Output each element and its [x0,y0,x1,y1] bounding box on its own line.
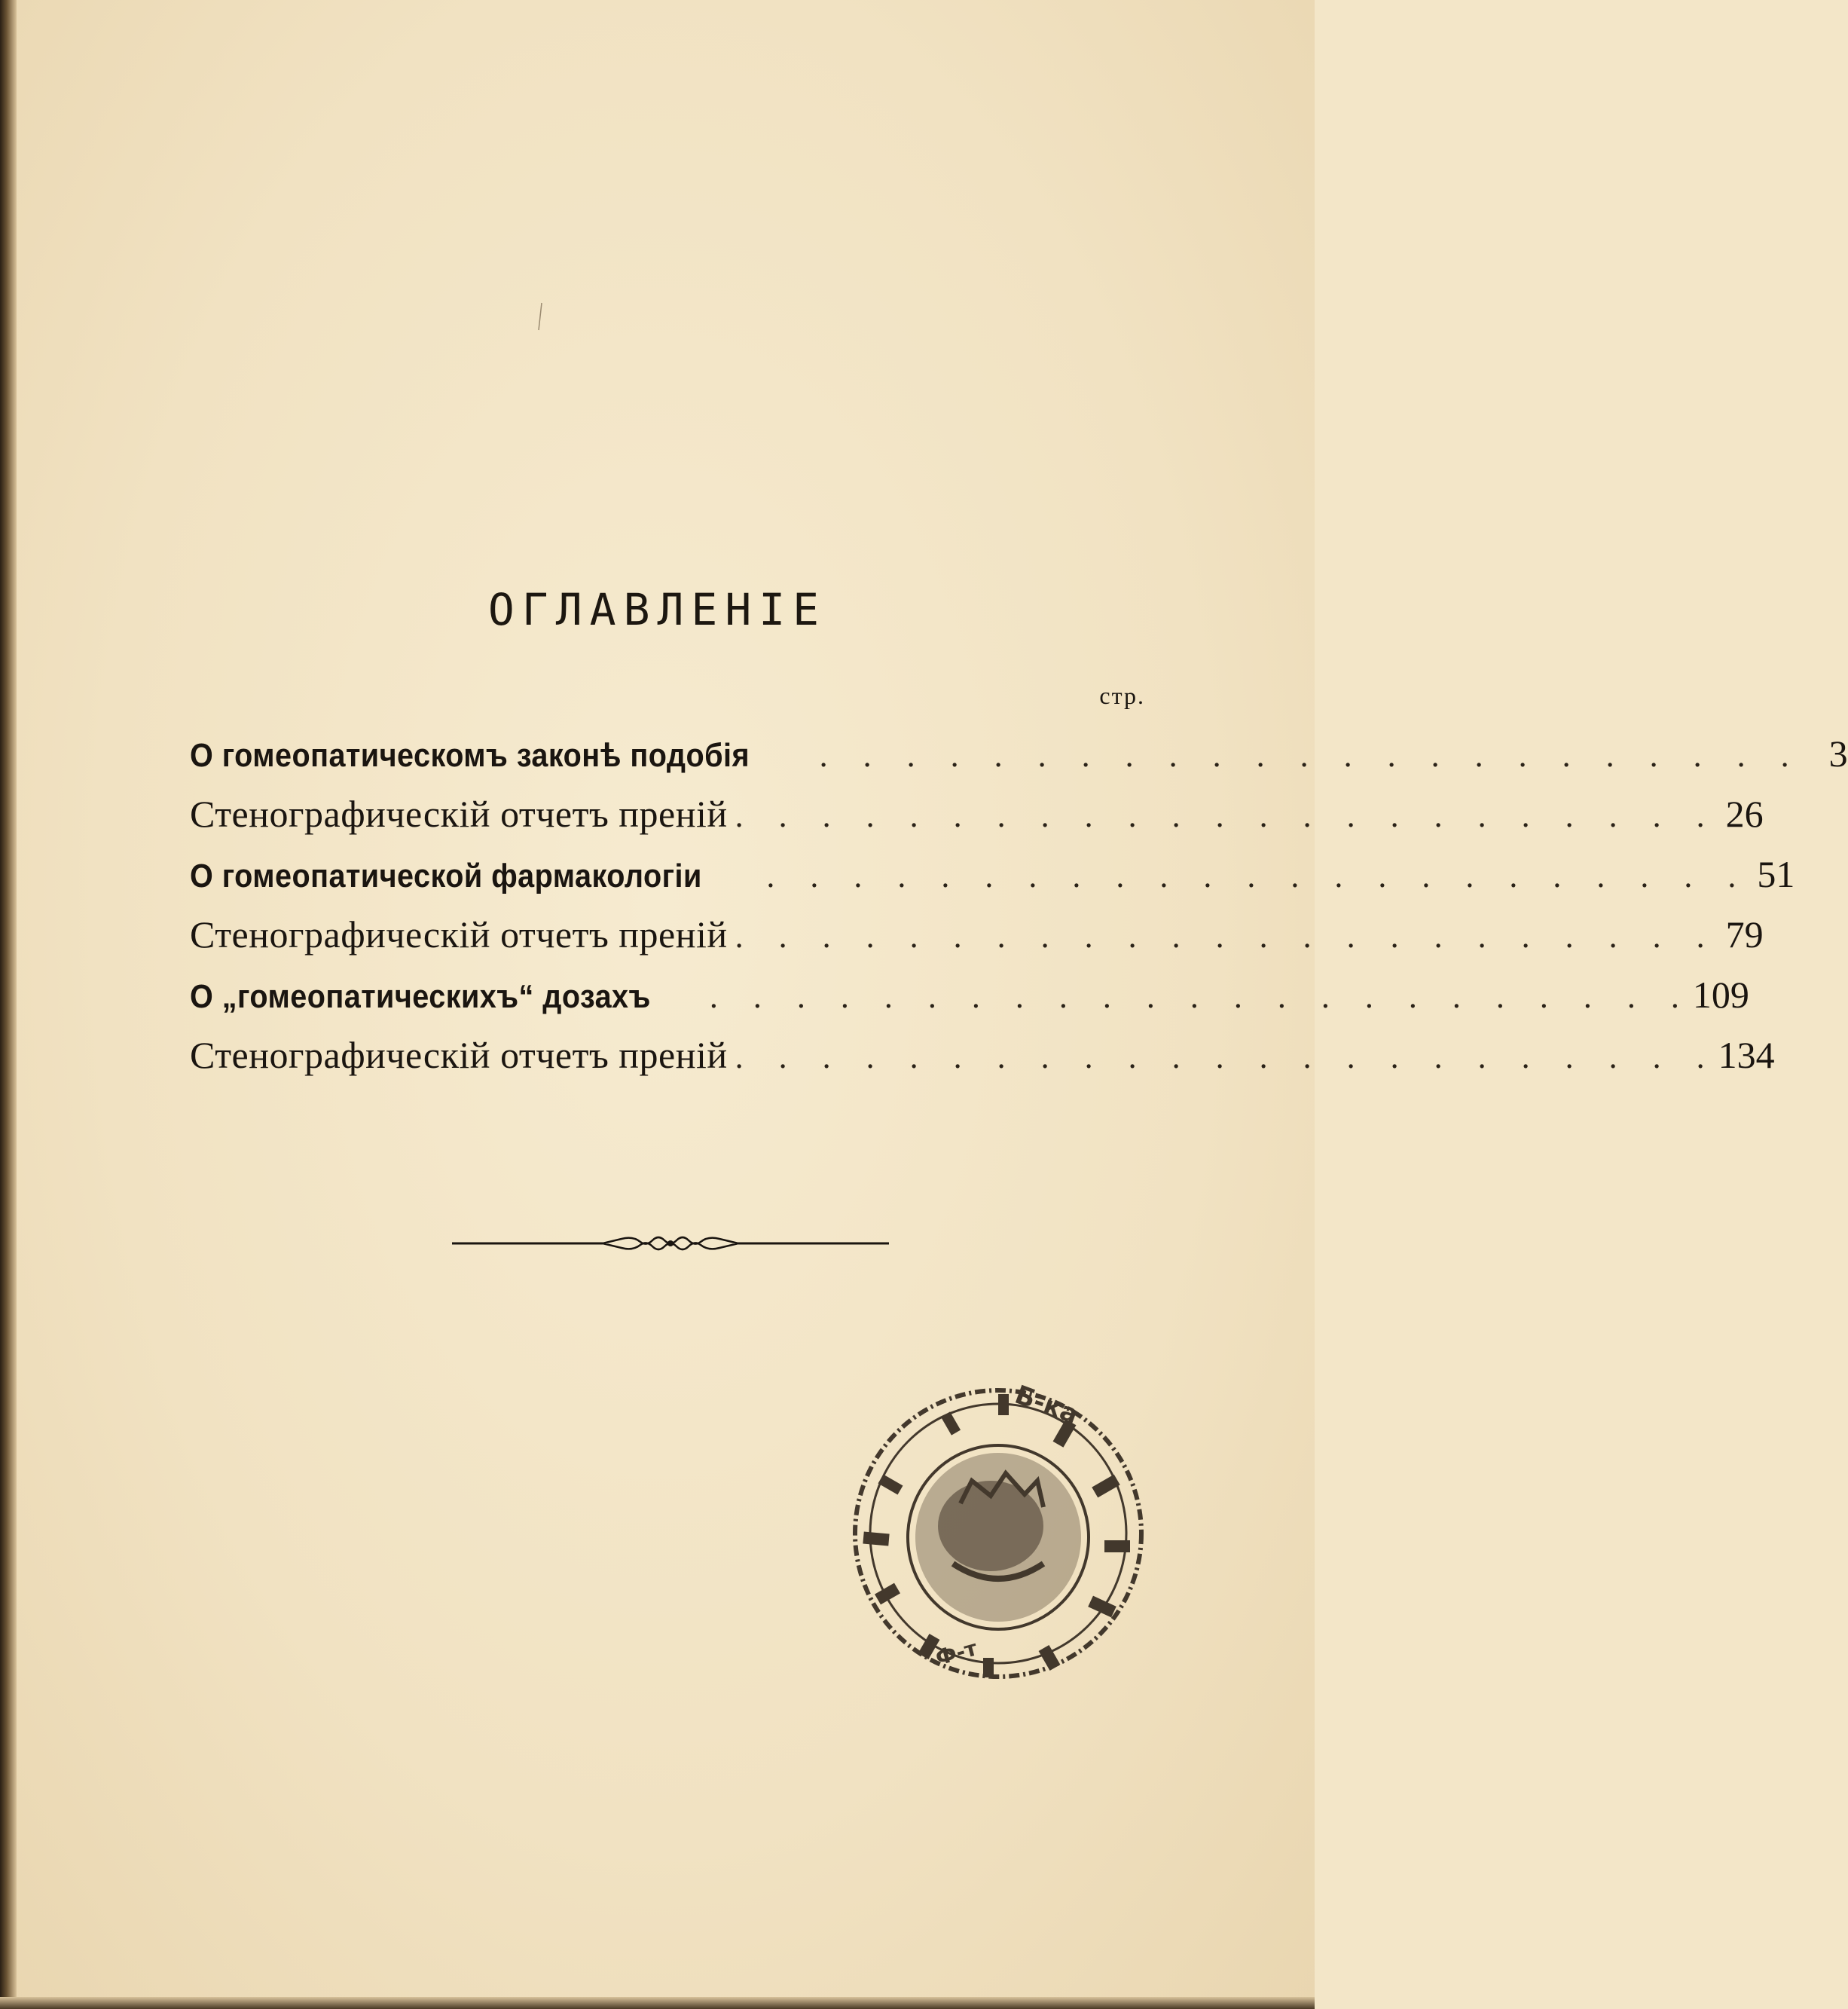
toc-entry-title: О гомеопатической фармакологіи [190,858,702,894]
toc-entry[interactable] [190,1025,1775,1085]
toc-entry-page: 134 [1718,1034,1775,1076]
toc-entry-title: О „гомеопатическихъ“ дозахъ [190,978,651,1015]
toc-dot-leader: . . . . . . . . . . . . . . . . . . . . . . . [735,1038,1718,1075]
pencil-mark [536,301,544,332]
table-of-contents [190,723,1848,1085]
toc-entry-title: Стенографическій отчетъ преній [190,913,728,956]
toc-entry[interactable] [190,844,1795,904]
ornamental-divider [452,1228,889,1258]
toc-entry-page: 26 [1725,793,1764,835]
toc-entry-page: 51 [1757,853,1795,895]
page-left-edge [0,0,17,2009]
toc-dot-leader: . . . . . . . . . . . . . . . . . . . . . . . [735,797,1718,834]
toc-dot-leader: . . . . . . . . . . . . . . . . . . . . . . . [766,858,1750,894]
toc-dot-leader: . . . . . . . . . . . . . . . . . . . . . . . [709,978,1693,1015]
toc-entry-title: О гомеопатическомъ законѣ подобія [190,737,750,774]
toc-entry-page: 3 [1828,732,1848,775]
toc-entry-page: 109 [1692,974,1749,1016]
svg-text:Б-ка: Б-ка [1010,1379,1083,1430]
svg-text:Ф-т: Ф-т [933,1635,980,1671]
toc-entry-title: Стенографическій отчетъ преній [190,1034,728,1076]
toc-entry-page: 79 [1725,913,1764,956]
page-bottom-edge [0,1997,1315,2009]
toc-heading: ОГЛАВЛЕНІЕ [487,584,827,635]
toc-entry-title: Стенографическій отчетъ преній [190,793,728,835]
page-column-label: стр. [1099,682,1145,709]
toc-entry[interactable] [190,784,1764,844]
toc-entry[interactable] [190,904,1764,965]
toc-dot-leader: . . . . . . . . . . . . . . . . . . . . . . . [819,737,1803,774]
library-stamp [840,1368,1156,1692]
toc-dot-leader: . . . . . . . . . . . . . . . . . . . . . . . [735,918,1718,955]
toc-entry[interactable] [190,723,1848,784]
toc-entry[interactable] [190,965,1749,1025]
